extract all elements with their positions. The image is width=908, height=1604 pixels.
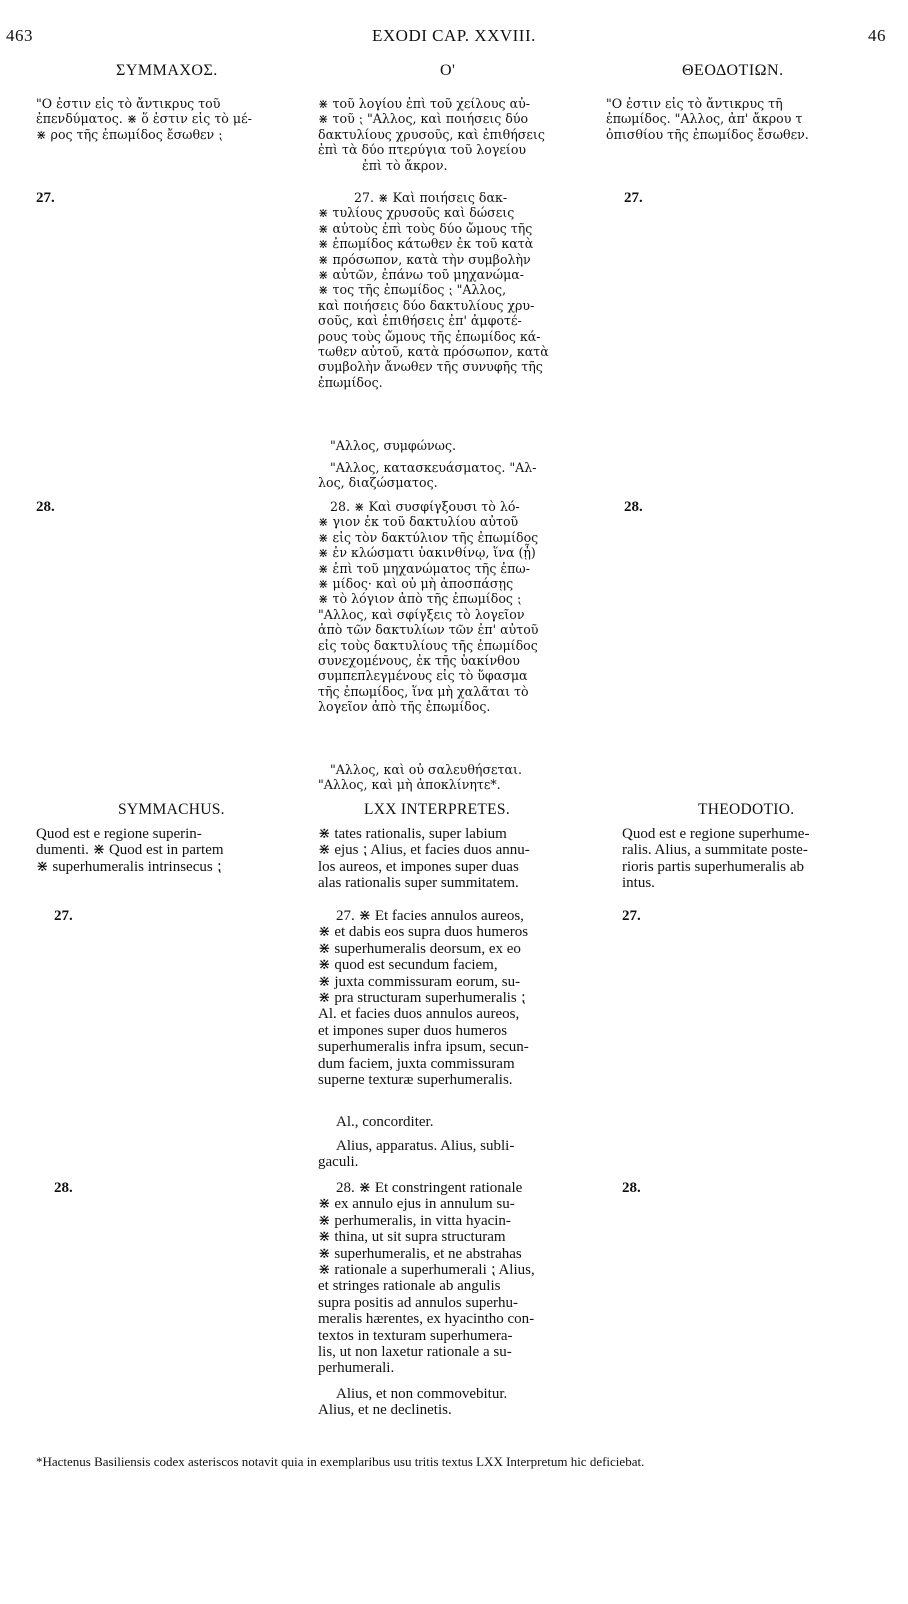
text-line: ⋇ perhumeralis, in vitta hyacin- <box>318 1212 511 1229</box>
text-line: συμβολὴν ἄνωθεν τῆς συνυφῆς τῆς <box>318 359 543 375</box>
text-line: supra positis ad annulos superhu- <box>318 1294 518 1311</box>
text-line: λος, διαζώσματος. <box>318 475 438 491</box>
text-line: ⋇ τοῦ ⁏ "Αλλος, καὶ ποιήσεις δύο <box>318 111 529 127</box>
text-line: et stringes rationale ab angulis <box>318 1278 501 1295</box>
text-line: ἐπωμίδος. <box>318 374 383 390</box>
page-number-left: 463 <box>6 26 33 45</box>
text-line: ⋇ ἐπωμίδος κάτωθεν ἐκ τοῦ κατὰ <box>318 236 534 252</box>
text-line: ⋇ ejus ⁏ Alius, et facies duos annu- <box>318 842 530 859</box>
text-line: λογεῖον ἀπὸ τῆς ἐπωμίδος. <box>318 699 491 715</box>
text-line: "Ο ἐστιν εἰς τὸ ἄντικρυς τῆ <box>606 96 783 111</box>
text-line: ⋇ πρόσωπον, κατὰ τὴν συμβολὴν <box>318 251 531 267</box>
text-line: ⋇ pra structuram superhumeralis ⁏ <box>318 990 526 1007</box>
text-line: Alius, et non commovebitur. <box>336 1386 508 1402</box>
text-line: dum faciem, juxta commissuram <box>318 1055 515 1072</box>
text-line: ⋇ superhumeralis, et ne abstrahas <box>318 1245 522 1262</box>
text-line: ⋇ ἐπὶ τοῦ μηχανώματος τῆς ἐπω- <box>318 560 530 576</box>
latin-symmachus-verse-28: 28. <box>54 1180 73 1196</box>
latin-lxx-verse-27 <box>318 908 596 1088</box>
text-line: δακτυλίους χρυσοῦς, καὶ ἐπιθήσεις <box>318 126 545 142</box>
text-line: 28. ⋇ Et constringent rationale <box>336 1180 523 1196</box>
text-line: superne texturæ superhumeralis. <box>318 1072 513 1089</box>
text-line: "Αλλος, συμφώνως. <box>330 438 456 453</box>
text-line: τωθεν αὐτοῦ, κατὰ πρόσωπον, κατὰ <box>318 344 549 360</box>
text-line: ⋇ μίδος· καὶ οὐ μὴ ἀποσπάσῃς <box>318 576 514 592</box>
latin-theodotion-verse-28: 28. <box>622 1180 641 1196</box>
greek-theodotion-verse-28: 28. <box>624 499 643 515</box>
text-line: dumenti. ⋇ Quod est in partem <box>36 842 224 859</box>
text-line: "Αλλος, καὶ μὴ ἀποκλίνητε*. <box>318 777 501 793</box>
latin-lxx-alt-3 <box>318 1386 596 1419</box>
greek-symmachus-text <box>36 96 300 142</box>
latin-lxx-verse-28 <box>318 1180 596 1377</box>
greek-lxx-intro <box>318 96 594 173</box>
text-line: ὀπισθίου τῆς ἐπωμίδος ἔσωθεν. <box>606 126 809 142</box>
latin-theodotion-text <box>622 826 880 892</box>
text-line: Alius, apparatus. Alius, subli- <box>336 1138 515 1154</box>
greek-lxx-alt-1 <box>330 438 594 453</box>
text-line: ⋇ αὐτῶν, ἐπάνω τοῦ μηχανώμα- <box>318 267 525 283</box>
text-line: ⋇ superhumeralis intrinsecus ⁏ <box>36 858 222 875</box>
running-title: EXODI CAP. XXVIII. <box>372 26 536 45</box>
text-line: συμπεπλεγμένους εἰς τὸ ὕφασμα <box>318 668 528 684</box>
text-line: ρους τοὺς ὤμους τῆς ἐπωμίδος κά- <box>318 328 541 344</box>
text-line: ⋇ τος τῆς ἐπωμίδος ⁏ "Αλλος, <box>318 282 507 298</box>
text-line: 27. ⋇ Καὶ ποιήσεις δακ- <box>354 190 508 205</box>
page-number-right: 46 <box>868 26 886 45</box>
text-line: ⋇ superhumeralis deorsum, ex eo <box>318 940 521 957</box>
greek-lxx-verse-27 <box>318 190 594 390</box>
text-line: ⋇ juxta commissuram eorum, su- <box>318 973 521 990</box>
text-line: ⋇ et dabis eos supra duos humeros <box>318 924 529 941</box>
text-line: ἐπὶ τὰ δύο πτερύγια τοῦ λογείου <box>318 142 527 158</box>
text-line: Al. et facies duos annulos aureos, <box>318 1006 520 1023</box>
text-line: superhumeralis infra ipsum, secun- <box>318 1039 529 1056</box>
text-line: καὶ ποιήσεις δύο δακτυλίους χρυ- <box>318 297 535 313</box>
greek-symmachus-verse-27: 27. <box>36 190 55 206</box>
text-line: ⋇ τοῦ λογίου ἐπὶ τοῦ χείλους αὐ- <box>318 96 531 111</box>
latin-head-lxx: LXX INTERPRETES. <box>364 801 511 818</box>
text-line: ⋇ tates rationalis, super labium <box>318 826 507 842</box>
text-line: ἐπωμίδος. "Αλλος, ἀπ' ἄκρου τ <box>606 111 803 127</box>
latin-head-symmachus: SYMMACHUS. <box>118 801 225 818</box>
greek-head-lxx: Ο' <box>440 62 456 79</box>
greek-lxx-alt-2 <box>318 460 594 491</box>
text-line: "Αλλος, καὶ σφίγξεις τὸ λογεῖον <box>318 606 525 622</box>
text-line: συνεχομένους, ἐκ τῆς ὑακίνθου <box>318 653 520 669</box>
text-line: et impones super duos humeros <box>318 1022 508 1039</box>
latin-lxx-alt-1 <box>336 1114 596 1130</box>
latin-lxx-intro <box>318 826 596 892</box>
text-line: Al., concorditer. <box>336 1114 434 1130</box>
greek-theodotion-text <box>606 96 868 142</box>
text-line: εἰς τοὺς δακτυλίους τῆς ἐπωμίδος <box>318 637 538 653</box>
text-line: ⋇ αὐτοὺς ἐπὶ τοὺς δύο ὤμους τῆς <box>318 220 533 236</box>
latin-lxx-alt-2 <box>318 1138 596 1171</box>
text-line: ⋇ thina, ut sit supra structuram <box>318 1229 506 1246</box>
text-line: Quod est e regione superhume- <box>622 826 810 842</box>
text-line: alas rationalis super summitatem. <box>318 875 519 892</box>
greek-theodotion-verse-27: 27. <box>624 190 643 206</box>
text-line: ⋇ ἐν κλώσματι ὑακινθίνῳ, ἵνα (ᾖ) <box>318 545 536 561</box>
text-line: meralis hærentes, ex hyacintho con- <box>318 1311 535 1328</box>
greek-head-theodotion: ΘΕΟΔΟΤΙΩΝ. <box>682 62 784 79</box>
text-line: ἀπὸ τῶν δακτυλίων τῶν ἐπ' αὐτοῦ <box>318 622 539 638</box>
greek-lxx-verse-28 <box>318 499 594 715</box>
text-line: σοῦς, καὶ ἐπιθήσεις ἐπ' ἀμφοτέ- <box>318 313 522 329</box>
text-line: ⋇ τὸ λόγιον ἀπὸ τῆς ἐπωμίδος ⁏ <box>318 591 522 607</box>
text-line: ralis. Alius, a summitate poste- <box>622 842 808 859</box>
greek-symmachus-verse-28: 28. <box>36 499 55 515</box>
text-line: ⋇ rationale a superhumerali ⁏ Alius, <box>318 1262 535 1279</box>
text-line: τῆς ἐπωμίδος, ἵνα μὴ χαλᾶται τὸ <box>318 683 529 699</box>
text-line: Alius, et ne declinetis. <box>318 1402 452 1419</box>
text-line: ⋇ εἰς τὸν δακτύλιον τῆς ἐπωμίδος <box>318 529 539 545</box>
text-line: textos in texturam superhumera- <box>318 1327 513 1344</box>
text-line: ⋇ γιον ἐκ τοῦ δακτυλίου αὐτοῦ <box>318 514 519 530</box>
text-line: Quod est e regione superin- <box>36 826 202 842</box>
text-line: "Αλλος, καὶ οὐ σαλευθήσεται. <box>330 762 522 777</box>
text-line: ⋇ ex annulo ejus in annulum su- <box>318 1196 515 1213</box>
latin-symmachus-verse-27: 27. <box>54 908 73 924</box>
text-line: "Ο ἐστιν εἰς τὸ ἄντικρυς τοῦ <box>36 96 221 111</box>
text-line: ἐπενδύματος. ⋇ ὅ ἐστιν εἰς τὸ μέ- <box>36 111 252 127</box>
latin-head-theodotion: THEODOTIO. <box>698 801 795 818</box>
greek-head-symmachus: ΣΥΜΜΑΧΟΣ. <box>116 62 218 79</box>
text-line: gaculi. <box>318 1154 359 1171</box>
text-line: ⋇ quod est secundum faciem, <box>318 957 498 974</box>
latin-symmachus-text <box>36 826 306 875</box>
greek-lxx-alt-3 <box>318 762 594 793</box>
latin-theodotion-verse-27: 27. <box>622 908 641 924</box>
text-line: los aureos, et impones super duas <box>318 858 519 875</box>
text-line: "Αλλος, κατασκευάσματος. "Αλ- <box>330 460 537 475</box>
text-line: perhumerali. <box>318 1360 395 1377</box>
text-line: 28. ⋇ Καὶ συσφίγξουσι τὸ λό- <box>330 499 520 514</box>
text-line: ⋇ ρος τῆς ἐπωμίδος ἔσωθεν ⁏ <box>36 126 223 142</box>
text-line: lis, ut non laxetur rationale a su- <box>318 1344 512 1361</box>
text-line: ἐπὶ τὸ ἄκρον. <box>362 157 448 173</box>
text-line: rioris partis superhumeralis ab <box>622 858 805 875</box>
text-line: 27. ⋇ Et facies annulos aureos, <box>336 908 524 924</box>
text-line: ⋇ τυλίους χρυσοῦς καὶ δώσεις <box>318 205 515 221</box>
footnote: *Hactenus Basiliensis codex asteriscos notavit quia in exemplaribus usu tritis textus LXX Interpretum hic deficiebat. <box>36 1454 645 1469</box>
text-line: intus. <box>622 875 655 892</box>
